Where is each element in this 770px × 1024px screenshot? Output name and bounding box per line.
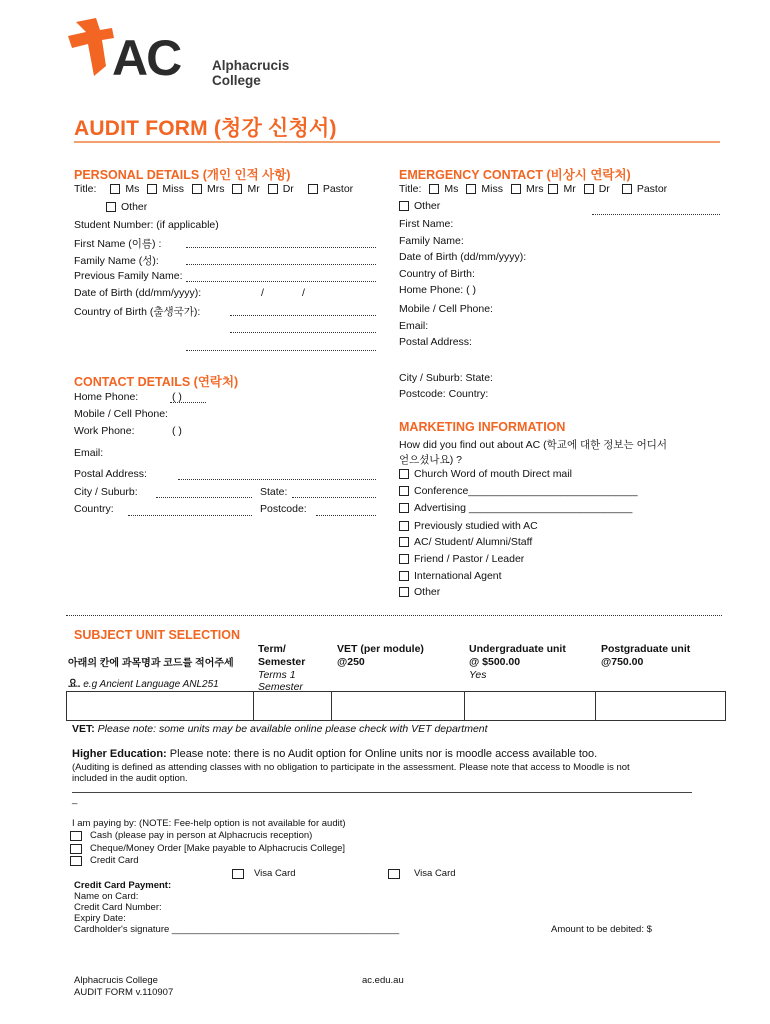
country-label: Country: bbox=[74, 503, 114, 515]
personal-mr-checkbox[interactable] bbox=[232, 184, 242, 194]
personal-title-label: Title: bbox=[74, 183, 97, 195]
auditing-note-line1: (Auditing is defined as attending classes with no obligation to participate in the assessment. Please note that access to Moodle is not bbox=[72, 762, 630, 773]
city-field[interactable] bbox=[156, 497, 252, 498]
subject-entry-table bbox=[66, 691, 726, 721]
marketing-option-3-label: Previously studied with AC bbox=[414, 520, 538, 532]
emergency-home-phone-label: Home Phone: ( ) bbox=[399, 284, 477, 296]
personal-extra-field-2[interactable] bbox=[186, 350, 376, 351]
col-pg-line1: Postgraduate unit bbox=[601, 643, 691, 655]
marketing-option-5-label: Friend / Pastor / Leader bbox=[414, 553, 525, 565]
state-label: State: bbox=[260, 486, 288, 498]
col-term-line2: Semester bbox=[258, 656, 306, 668]
emergency-dr-label: Dr bbox=[598, 183, 610, 195]
vet-note-label: VET: bbox=[72, 723, 95, 735]
emergency-email-label: Email: bbox=[399, 320, 429, 332]
subject-instruction-example: e.g Ancient Language ANL251 bbox=[80, 679, 219, 690]
term-cell[interactable] bbox=[254, 692, 331, 720]
title-rule bbox=[74, 141, 720, 143]
visa-checkbox-1[interactable] bbox=[232, 869, 244, 879]
cross-logo-icon bbox=[66, 16, 116, 80]
cash-label: Cash (please pay in person at Alphacrucis reception) bbox=[90, 830, 313, 841]
emergency-country-label: Country of Birth: bbox=[399, 268, 475, 280]
personal-extra-field-1[interactable] bbox=[230, 332, 376, 333]
marketing-option-5-checkbox[interactable] bbox=[399, 554, 409, 564]
credit-card-label: Credit Card bbox=[90, 855, 139, 866]
personal-mrs-checkbox[interactable] bbox=[192, 184, 202, 194]
emergency-ms-checkbox[interactable] bbox=[429, 184, 439, 194]
emergency-dr-checkbox[interactable] bbox=[584, 184, 594, 194]
contact-details-heading: CONTACT DETAILS (연락처) bbox=[74, 375, 239, 389]
vet-note-text: Please note: some units may be available online please check with VET department bbox=[94, 723, 488, 735]
personal-other-row bbox=[106, 201, 147, 213]
student-number-label: Student Number: (if applicable) bbox=[74, 219, 219, 231]
personal-mr-label: Mr bbox=[247, 183, 260, 195]
marketing-heading: MARKETING INFORMATION bbox=[399, 420, 566, 434]
marketing-option-2-checkbox[interactable] bbox=[399, 503, 409, 513]
emergency-mrs-checkbox[interactable] bbox=[511, 184, 521, 194]
logo-mark: AC bbox=[112, 30, 181, 86]
work-phone-paren: ( ) bbox=[172, 425, 182, 437]
visa-option-2 bbox=[388, 868, 456, 879]
work-phone-label: Work Phone: bbox=[74, 425, 135, 437]
mobile-label: Mobile / Cell Phone: bbox=[74, 408, 168, 420]
name-on-card-label: Name on Card: bbox=[74, 891, 139, 902]
city-label: City / Suburb: bbox=[74, 486, 138, 498]
marketing-option-6 bbox=[399, 570, 502, 582]
previous-family-name-label: Previous Family Name: bbox=[74, 270, 183, 282]
personal-dr-checkbox[interactable] bbox=[268, 184, 278, 194]
col-ug-line2: @ $500.00 bbox=[469, 656, 521, 668]
marketing-option-1-label: Conference_____________________________ bbox=[414, 485, 638, 497]
previous-family-name-field[interactable] bbox=[186, 281, 376, 282]
home-phone-label: Home Phone: bbox=[74, 391, 139, 403]
dob-label: Date of Birth (dd/mm/yyyy): bbox=[74, 287, 202, 299]
marketing-option-2-label: Advertising ____________________________ bbox=[414, 502, 633, 514]
emergency-miss-checkbox[interactable] bbox=[466, 184, 476, 194]
personal-other-checkbox[interactable] bbox=[106, 202, 116, 212]
marketing-option-4 bbox=[399, 536, 532, 548]
personal-pastor-label: Pastor bbox=[322, 183, 354, 195]
emergency-contact-heading: EMERGENCY CONTACT (비상시 연락처) bbox=[399, 168, 631, 182]
higher-education-note bbox=[72, 748, 597, 760]
dob-separator-2: / bbox=[302, 287, 305, 299]
postcode-field[interactable] bbox=[316, 515, 376, 516]
emergency-mr-checkbox[interactable] bbox=[548, 184, 558, 194]
marketing-option-7-label: Other bbox=[414, 586, 441, 598]
visa-label-1: Visa Card bbox=[254, 868, 296, 879]
marketing-option-0-checkbox[interactable] bbox=[399, 469, 409, 479]
first-name-label: First Name (이름) : bbox=[74, 238, 162, 250]
emergency-mr-label: Mr bbox=[563, 183, 576, 195]
expiry-date-label: Expiry Date: bbox=[74, 913, 126, 924]
emergency-first-name-label: First Name: bbox=[399, 218, 454, 230]
state-field[interactable] bbox=[292, 497, 376, 498]
personal-miss-checkbox[interactable] bbox=[147, 184, 157, 194]
family-name-field[interactable] bbox=[186, 264, 376, 265]
footer-version: AUDIT FORM v.110907 bbox=[74, 987, 174, 998]
marketing-option-0-label: Church Word of mouth Direct mail bbox=[414, 468, 572, 480]
section-divider bbox=[66, 615, 722, 616]
personal-title-row bbox=[74, 183, 353, 195]
emergency-postcode-country-label: Postcode: Country: bbox=[399, 388, 489, 400]
emergency-title-label: Title: bbox=[399, 183, 422, 195]
cardholder-signature-label: Cardholder's signature ___________________________________________ bbox=[74, 924, 400, 935]
marketing-option-1 bbox=[399, 485, 638, 497]
visa-option-1 bbox=[232, 868, 296, 879]
visa-label-2: Visa Card bbox=[414, 868, 456, 879]
marketing-question-line1: How did you find out about AC (학교에 대한 정보는 어디서 bbox=[399, 439, 667, 451]
personal-other-label: Other bbox=[121, 201, 148, 213]
col-ug-line1: Undergraduate unit bbox=[469, 643, 566, 655]
country-of-birth-label: Country of Birth (출생국가): bbox=[74, 306, 201, 318]
home-phone-field[interactable] bbox=[170, 402, 206, 403]
country-of-birth-field[interactable] bbox=[230, 315, 376, 316]
amount-debited-label: Amount to be debited: $ bbox=[551, 924, 652, 935]
first-name-field[interactable] bbox=[186, 247, 376, 248]
emergency-other-field[interactable] bbox=[592, 214, 720, 215]
subject-instruction-line1: 아래의 칸에 과목명과 코드를 적어주세 bbox=[68, 658, 234, 669]
col-term-sub2: Semester bbox=[258, 681, 303, 693]
marketing-question-line2: 얻으셨나요) ? bbox=[399, 454, 462, 466]
marketing-option-4-label: AC/ Student/ Alumni/Staff bbox=[414, 536, 533, 548]
cheque-label: Cheque/Money Order [Make payable to Alphacrucis College] bbox=[90, 843, 346, 854]
marketing-option-6-label: International Agent bbox=[414, 570, 502, 582]
emergency-city-state-label: City / Suburb: State: bbox=[399, 372, 493, 384]
country-field[interactable] bbox=[128, 515, 252, 516]
emergency-miss-label: Miss bbox=[481, 183, 503, 195]
logo bbox=[66, 16, 306, 88]
family-name-label: Family Name (성): bbox=[74, 255, 159, 267]
marketing-option-1-checkbox[interactable] bbox=[399, 486, 409, 496]
personal-details-heading: PERSONAL DETAILS (개인 인적 사항) bbox=[74, 168, 291, 182]
personal-pastor-checkbox[interactable] bbox=[308, 184, 318, 194]
footer-college: Alphacrucis College bbox=[74, 975, 158, 986]
emergency-postal-address-label: Postal Address: bbox=[399, 336, 472, 348]
credit-card-checkbox[interactable] bbox=[70, 856, 82, 866]
col-vet-line1: VET (per module) bbox=[337, 643, 424, 655]
marketing-option-3 bbox=[399, 520, 538, 532]
col-pg-line2: @750.00 bbox=[601, 656, 644, 668]
emergency-pastor-label: Pastor bbox=[636, 183, 668, 195]
marketing-option-4-checkbox[interactable] bbox=[399, 537, 409, 547]
emergency-dob-label: Date of Birth (dd/mm/yyyy): bbox=[399, 251, 527, 263]
cheque-checkbox[interactable] bbox=[70, 844, 82, 854]
marketing-option-6-checkbox[interactable] bbox=[399, 571, 409, 581]
notes-dash: _ bbox=[72, 794, 78, 805]
col-term-line1: Term/ bbox=[258, 643, 286, 655]
card-number-label: Credit Card Number: bbox=[74, 902, 162, 913]
home-phone-paren: ( ) bbox=[172, 391, 182, 403]
payment-method-cheque bbox=[70, 843, 345, 854]
higher-education-label: Higher Education: bbox=[72, 748, 167, 760]
footer-website: ac.edu.au bbox=[362, 975, 404, 986]
postal-address-field[interactable] bbox=[178, 479, 376, 480]
emergency-mobile-label: Mobile / Cell Phone: bbox=[399, 303, 493, 315]
vet-note bbox=[72, 723, 488, 735]
postcode-label: Postcode: bbox=[260, 503, 307, 515]
postgraduate-cell[interactable] bbox=[596, 692, 726, 720]
page-title: AUDIT FORM (청강 신청서) bbox=[74, 117, 337, 140]
marketing-option-7 bbox=[399, 586, 440, 598]
dob-separator-1: / bbox=[261, 287, 264, 299]
personal-ms-label: Ms bbox=[125, 183, 140, 195]
logo-name-line1: Alphacrucis bbox=[212, 58, 290, 73]
marketing-option-0 bbox=[399, 468, 572, 480]
emergency-family-name-label: Family Name: bbox=[399, 235, 464, 247]
subject-instruction-line2 bbox=[68, 675, 219, 690]
credit-card-payment-heading: Credit Card Payment: bbox=[74, 880, 172, 891]
personal-dr-label: Dr bbox=[282, 183, 294, 195]
emergency-other-checkbox[interactable] bbox=[399, 201, 409, 211]
undergraduate-cell[interactable] bbox=[465, 692, 595, 720]
col-ug-sub: Yes bbox=[469, 669, 487, 681]
marketing-option-7-checkbox[interactable] bbox=[399, 587, 409, 597]
marketing-option-3-checkbox[interactable] bbox=[399, 521, 409, 531]
payment-method-credit-card bbox=[70, 855, 139, 866]
emergency-title-row bbox=[399, 183, 667, 195]
cash-checkbox[interactable] bbox=[70, 831, 82, 841]
auditing-note-line2: included in the audit option. bbox=[72, 773, 188, 784]
logo-name-line2: College bbox=[212, 73, 261, 88]
personal-ms-checkbox[interactable] bbox=[110, 184, 120, 194]
personal-mrs-label: Mrs bbox=[206, 183, 225, 195]
col-term-sub1: Terms 1 bbox=[258, 669, 296, 681]
subject-instruction-end: 요. bbox=[68, 679, 81, 690]
emergency-ms-label: Ms bbox=[444, 183, 459, 195]
postal-address-label: Postal Address: bbox=[74, 468, 147, 480]
higher-education-text: Please note: there is no Audit option for Online units nor is moodle access available too. bbox=[166, 748, 598, 760]
marketing-option-5 bbox=[399, 553, 524, 565]
emergency-pastor-checkbox[interactable] bbox=[622, 184, 632, 194]
col-vet-line2: @250 bbox=[337, 656, 365, 668]
visa-checkbox-2[interactable] bbox=[388, 869, 400, 879]
subject-heading: SUBJECT UNIT SELECTION bbox=[74, 628, 240, 642]
email-label: Email: bbox=[74, 447, 104, 459]
paying-by-label: I am paying by: (NOTE: Fee-help option is not available for audit) bbox=[72, 818, 346, 829]
emergency-mrs-label: Mrs bbox=[525, 183, 544, 195]
subject-name-cell[interactable] bbox=[67, 692, 253, 720]
emergency-other-row bbox=[399, 200, 440, 212]
payment-method-cash bbox=[70, 830, 312, 841]
emergency-other-label: Other bbox=[414, 200, 441, 212]
notes-underline bbox=[72, 792, 692, 793]
marketing-option-2 bbox=[399, 502, 632, 514]
vet-cell[interactable] bbox=[332, 692, 464, 720]
personal-miss-label: Miss bbox=[162, 183, 184, 195]
